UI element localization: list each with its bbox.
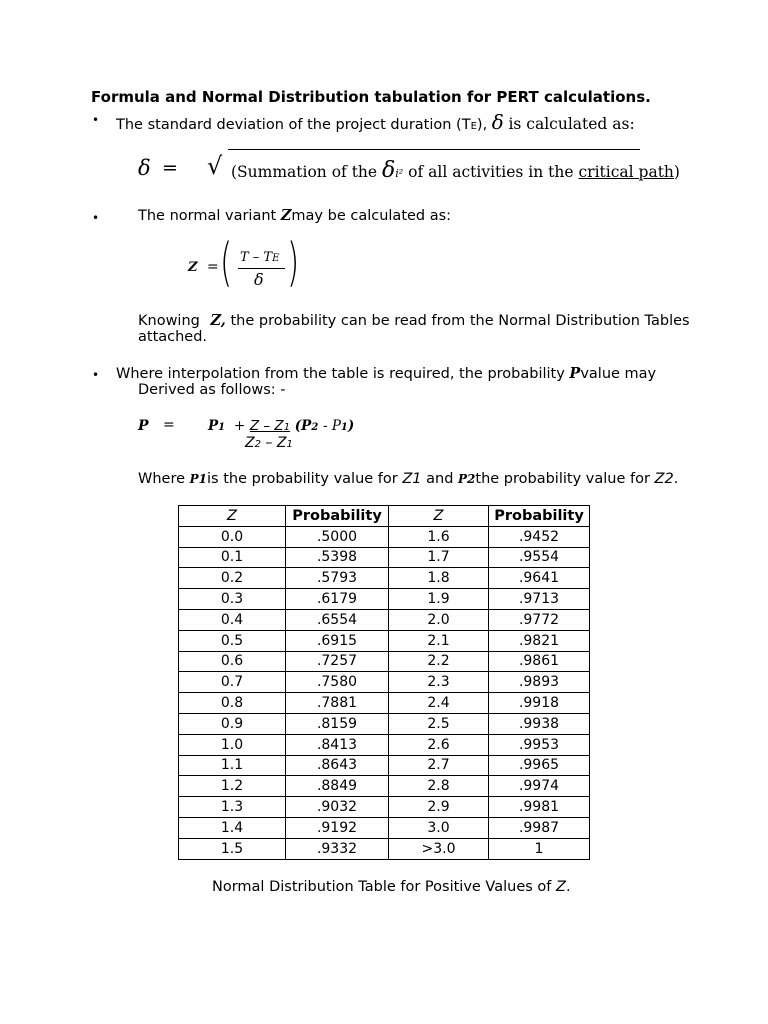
probability-cell: .9974	[489, 776, 590, 797]
knowing-line-2: attached.	[138, 329, 208, 345]
z-value-cell: >3.0	[389, 838, 489, 859]
z-value-cell: 1.3	[179, 797, 286, 818]
z-value-cell: 2.8	[389, 776, 489, 797]
probability-cell: .9332	[286, 838, 389, 859]
fraction-bar	[238, 268, 285, 269]
formula-3-zden2-sub: 1	[286, 439, 293, 450]
probability-cell: .9987	[489, 817, 590, 838]
z-value-cell: 1.5	[179, 838, 286, 859]
table-row	[179, 526, 590, 547]
probability-cell: .9772	[489, 609, 590, 630]
z-value-cell: 0.7	[179, 672, 286, 693]
probability-cell: .6915	[286, 630, 389, 651]
probability-cell: .6554	[286, 609, 389, 630]
header-z: Z	[389, 506, 489, 527]
page-title: Formula and Normal Distribution tabulation for PERT calculations.	[91, 88, 651, 106]
bullet-3-text-b: value may	[580, 366, 657, 382]
formula-3-numerator-line	[208, 418, 354, 434]
z-symbol: Z	[280, 207, 292, 224]
formula-3-znum-text: Z – Z	[249, 418, 284, 434]
z-value-cell: 2.0	[389, 609, 489, 630]
formula-1-equals: =	[162, 157, 178, 179]
formula-3-zden: Z	[245, 435, 255, 451]
table-row	[179, 713, 590, 734]
where-a: Where	[138, 471, 186, 487]
probability-cell: .7257	[286, 651, 389, 672]
z-value-cell: 0.0	[179, 526, 286, 547]
probability-cell: .7881	[286, 693, 389, 714]
formula-2-equals: =	[207, 259, 219, 275]
knowing-a: Knowing	[138, 313, 200, 329]
z-value-cell: 1.4	[179, 817, 286, 838]
subscript-e: E	[470, 121, 477, 132]
probability-cell: .6179	[286, 589, 389, 610]
bullet-1-text-b: ),	[476, 117, 488, 133]
formula-3-denominator	[245, 435, 293, 451]
probability-cell: .9641	[489, 568, 590, 589]
z-value-cell: 1.7	[389, 547, 489, 568]
z-value-cell: 2.7	[389, 755, 489, 776]
table-header-row	[179, 506, 590, 527]
z-value-cell: 0.1	[179, 547, 286, 568]
probability-cell: .5398	[286, 547, 389, 568]
knowing-b: the probability can be read from the Normal Distribution Tables	[230, 313, 690, 329]
formula-3-p1-sub: 1	[218, 422, 226, 433]
probability-cell: .9938	[489, 713, 590, 734]
table-row	[179, 589, 590, 610]
normal-distribution-table	[178, 505, 590, 860]
table-row	[179, 734, 590, 755]
probability-cell: 1	[489, 838, 590, 859]
table-row	[179, 672, 590, 693]
formula-3-close: )	[347, 418, 355, 434]
bullet-3-text-a: Where interpolation from the table is required, the probability	[116, 366, 565, 382]
probability-cell: .9918	[489, 693, 590, 714]
formula-2-denominator: δ	[254, 270, 264, 289]
probability-cell: .9953	[489, 734, 590, 755]
probability-cell: .9981	[489, 797, 590, 818]
formula-2-z: Z	[188, 260, 198, 275]
bullet-marker: •	[92, 211, 100, 225]
formula-3-p: P	[138, 418, 149, 434]
table-row	[179, 609, 590, 630]
formula-3-znum	[250, 418, 290, 434]
z-value-cell: 1.8	[389, 568, 489, 589]
z-value-cell: 2.3	[389, 672, 489, 693]
z-value-cell: 1.0	[179, 734, 286, 755]
z-value-cell: 2.4	[389, 693, 489, 714]
where-p1: P1	[189, 472, 207, 486]
z-value-cell: 1.6	[389, 526, 489, 547]
formula-1-lhs: δ	[138, 156, 151, 180]
where-e: .	[673, 471, 679, 487]
where-c: and	[426, 471, 454, 487]
formula-1-close: )	[673, 163, 680, 181]
p-symbol: P	[569, 365, 581, 382]
where-z2: Z2	[654, 471, 674, 487]
probability-cell: .8413	[286, 734, 389, 755]
bullet-1-text-a: The standard deviation of the project duration (T	[116, 117, 471, 133]
probability-cell: .8159	[286, 713, 389, 734]
bullet-2-text-b: may be calculated as:	[291, 208, 452, 224]
formula-2-numerator	[240, 250, 279, 265]
probability-cell: .9821	[489, 630, 590, 651]
formula-2-num-sub: E	[272, 253, 280, 264]
table-row	[179, 651, 590, 672]
table-caption	[212, 879, 571, 895]
probability-cell: .9452	[489, 526, 590, 547]
table-body	[179, 526, 590, 859]
formula-3-znum-sub: 1	[283, 422, 291, 433]
probability-cell: .8643	[286, 755, 389, 776]
formula-3-p2-sub: 2	[311, 422, 319, 433]
delta-symbol: δ	[491, 110, 504, 134]
caption-z: Z	[556, 879, 566, 895]
where-z1: Z1	[402, 471, 422, 487]
z-value-cell: 0.9	[179, 713, 286, 734]
z-value-cell: 2.1	[389, 630, 489, 651]
probability-cell: .5793	[286, 568, 389, 589]
probability-cell: .8849	[286, 776, 389, 797]
where-p2: P2	[458, 472, 476, 486]
caption-end: .	[565, 879, 571, 895]
formula-1-mid: of all activities in the	[408, 163, 574, 181]
probability-cell: .9861	[489, 651, 590, 672]
delta-i-sub: i²	[395, 167, 404, 180]
knowing-z: Z,	[210, 312, 226, 329]
formula-2-lparen: (	[220, 233, 233, 293]
where-b: is the probability value for	[207, 471, 398, 487]
delta-i-symbol: δ	[382, 158, 396, 183]
formula-2-num-text: T – T	[240, 250, 273, 265]
bullet-2-text	[138, 207, 451, 224]
table-row	[179, 797, 590, 818]
bullet-3-line-2: Derived as follows: -	[138, 382, 286, 398]
table-row	[179, 755, 590, 776]
z-value-cell: 3.0	[389, 817, 489, 838]
header-z: Z	[179, 506, 286, 527]
header-probability: Probability	[286, 506, 389, 527]
z-value-cell: 0.6	[179, 651, 286, 672]
bullet-marker: •	[92, 368, 100, 382]
probability-cell: .9893	[489, 672, 590, 693]
formula-3-equals: =	[163, 417, 175, 433]
bullet-3-line-1	[116, 365, 656, 382]
header-probability: Probability	[489, 506, 590, 527]
bullet-1-text-c: is calculated as:	[508, 115, 635, 133]
z-value-cell: 1.2	[179, 776, 286, 797]
formula-3-paren: (P	[294, 418, 312, 434]
where-d: the probability value for	[475, 471, 650, 487]
z-value-cell: 1.9	[389, 589, 489, 610]
formula-3-minus: - P	[322, 418, 341, 434]
bullet-marker: •	[92, 113, 100, 127]
z-value-cell: 0.2	[179, 568, 286, 589]
z-value-cell: 0.4	[179, 609, 286, 630]
table-row	[179, 776, 590, 797]
knowing-line-1	[138, 312, 690, 329]
formula-3-p1: P	[208, 418, 219, 434]
table-row	[179, 547, 590, 568]
z-value-cell: 2.5	[389, 713, 489, 734]
z-value-cell: 0.3	[179, 589, 286, 610]
z-value-cell: 2.2	[389, 651, 489, 672]
formula-3-zden2: – Z	[265, 435, 287, 451]
formula-3-plus: +	[233, 418, 246, 434]
z-value-cell: 2.6	[389, 734, 489, 755]
probability-cell: .9965	[489, 755, 590, 776]
formula-3-p1-sub2: 1	[340, 422, 348, 433]
caption-text: Normal Distribution Table for Positive Values of	[212, 879, 552, 895]
probability-cell: .9192	[286, 817, 389, 838]
formula-1-critical: critical path	[578, 163, 674, 181]
z-value-cell: 0.8	[179, 693, 286, 714]
where-line	[138, 471, 678, 487]
probability-cell: .9554	[489, 547, 590, 568]
probability-cell: .5000	[286, 526, 389, 547]
sqrt-bar	[228, 149, 640, 150]
table-row	[179, 817, 590, 838]
table-row	[179, 693, 590, 714]
probability-cell: .7580	[286, 672, 389, 693]
z-value-cell: 2.9	[389, 797, 489, 818]
bullet-1-text	[116, 110, 635, 134]
probability-cell: .9713	[489, 589, 590, 610]
table-row	[179, 838, 590, 859]
z-value-cell: 1.1	[179, 755, 286, 776]
formula-2-rparen: )	[287, 233, 300, 293]
formula-1-body	[231, 158, 680, 183]
formula-3-zden-sub: 2	[254, 439, 261, 450]
table-row	[179, 630, 590, 651]
probability-cell: .9032	[286, 797, 389, 818]
bullet-2-text-a: The normal variant	[138, 208, 277, 224]
formula-1-open: (Summation of the	[231, 163, 378, 181]
sqrt-symbol: √	[207, 152, 223, 180]
table-row	[179, 568, 590, 589]
z-value-cell: 0.5	[179, 630, 286, 651]
